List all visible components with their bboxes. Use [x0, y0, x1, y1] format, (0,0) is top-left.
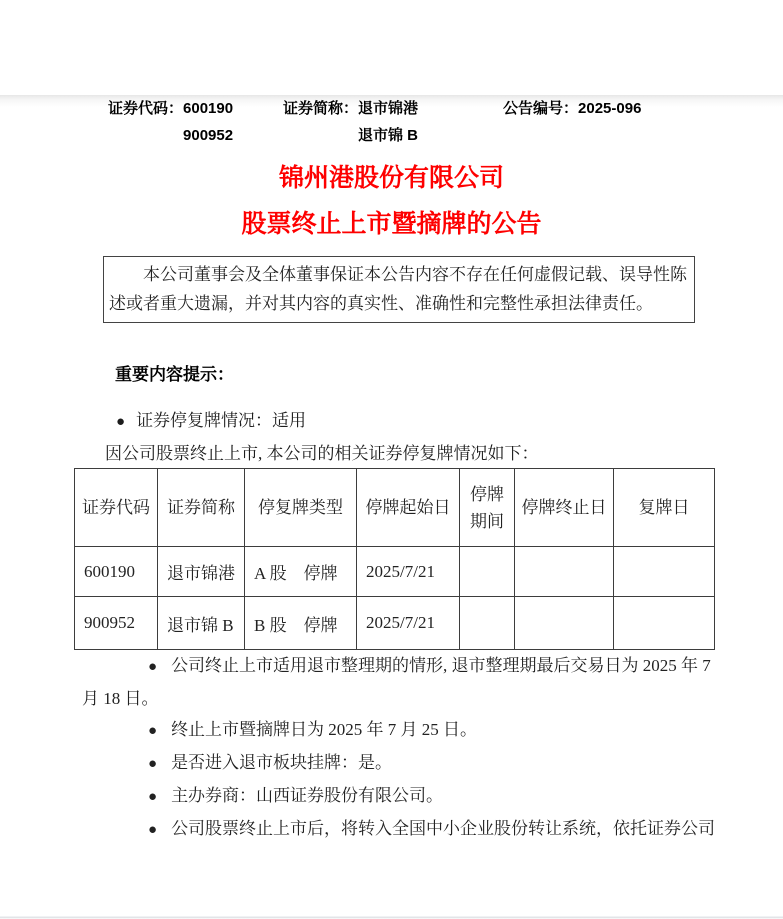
suspension-status-bullet [116, 409, 722, 434]
col-header-code: 证券代码 [75, 469, 158, 547]
stock-name-b: 退市锦 B [358, 127, 419, 144]
col-header-start-date: 停牌起始日 [357, 469, 460, 547]
cell-name: 退市锦港 [158, 547, 245, 597]
col-header-resume-date: 复牌日 [614, 469, 715, 547]
cell-code: 900952 [75, 597, 158, 650]
list-item-delisting-date [82, 714, 722, 747]
col-header-name: 证券简称 [158, 469, 245, 547]
cell-resume-date [614, 597, 715, 650]
list-item-text: 主办券商：山西证券股份有限公司。 [171, 786, 444, 805]
bullet-dot-icon: ● [148, 822, 158, 838]
stock-code-b: 900952 [183, 127, 234, 144]
cell-start-date: 2025/7/21 [357, 547, 460, 597]
cell-name: 退市锦 B [158, 597, 245, 650]
cell-start-date: 2025/7/21 [357, 597, 460, 650]
announcement-meta-header [82, 95, 722, 149]
col-header-end-date: 停牌终止日 [515, 469, 614, 547]
suspension-status-text: 证券停复牌情况：适用 [136, 411, 307, 430]
cell-period [460, 597, 515, 650]
cell-period [460, 547, 515, 597]
table-row [75, 547, 715, 597]
cell-end-date [515, 547, 614, 597]
cell-end-date [515, 597, 614, 650]
announcement-number-value: 2025-096 [578, 100, 642, 117]
bullet-dot-icon: ● [148, 756, 158, 772]
list-item-text: 公司终止上市适用退市整理期的情形, 退市整理期最后交易日为 2025 年 7 月 18 日。 [82, 656, 711, 708]
list-item-text: 是否进入退市板块挂牌：是。 [171, 753, 393, 772]
stock-name-label: 证券简称： [283, 100, 359, 117]
cell-code: 600190 [75, 547, 158, 597]
stock-code-label: 证券代码： [108, 100, 184, 117]
list-item-delist-board [82, 747, 722, 780]
table-row [75, 597, 715, 650]
stock-name-a: 退市锦港 [358, 100, 419, 117]
cell-type: A 股 停牌 [245, 547, 357, 597]
bullet-dot-icon: ● [148, 659, 158, 675]
stock-code-group [108, 95, 233, 149]
col-header-type: 停复牌类型 [245, 469, 357, 547]
cell-resume-date [614, 547, 715, 597]
document-page [0, 95, 783, 919]
stock-name-group [283, 95, 418, 149]
important-note-heading: 重要内容提示： [115, 365, 234, 384]
stock-code-a: 600190 [183, 100, 234, 117]
table-intro-text: 因公司股票终止上市, 本公司的相关证券停复牌情况如下： [105, 444, 539, 463]
bullet-dot-icon: ● [148, 789, 158, 805]
suspension-table [74, 468, 715, 650]
announcement-number-group [503, 95, 641, 122]
board-disclaimer-box: 本公司董事会及全体董事保证本公告内容不存在任何虚假记载、误导性陈述或者重大遗漏，并对其内容的真实性、准确性和完整性承担法律责任。 [103, 256, 695, 323]
announcement-title: 股票终止上市暨摘牌的公告 [241, 210, 542, 238]
table-header-row [75, 469, 715, 547]
announcement-document [0, 95, 783, 919]
bullet-dot-icon: ● [148, 723, 158, 739]
list-item-sponsor-broker [82, 780, 722, 813]
bullet-dot-icon: ● [116, 414, 126, 430]
list-item-transfer-system [82, 813, 722, 846]
list-item-text: 公司股票终止上市后，将转入全国中小企业股份转让系统，依托证券公司 [171, 819, 716, 838]
list-item-text: 终止上市暨摘牌日为 2025 年 7 月 25 日。 [171, 720, 478, 739]
list-item-delisting-period [82, 650, 722, 714]
key-points-list [82, 650, 722, 846]
cell-type: B 股 停牌 [245, 597, 357, 650]
company-title: 锦州港股份有限公司 [278, 164, 504, 192]
col-header-period: 停牌期间 [460, 469, 515, 547]
announcement-number-label: 公告编号： [503, 100, 579, 117]
